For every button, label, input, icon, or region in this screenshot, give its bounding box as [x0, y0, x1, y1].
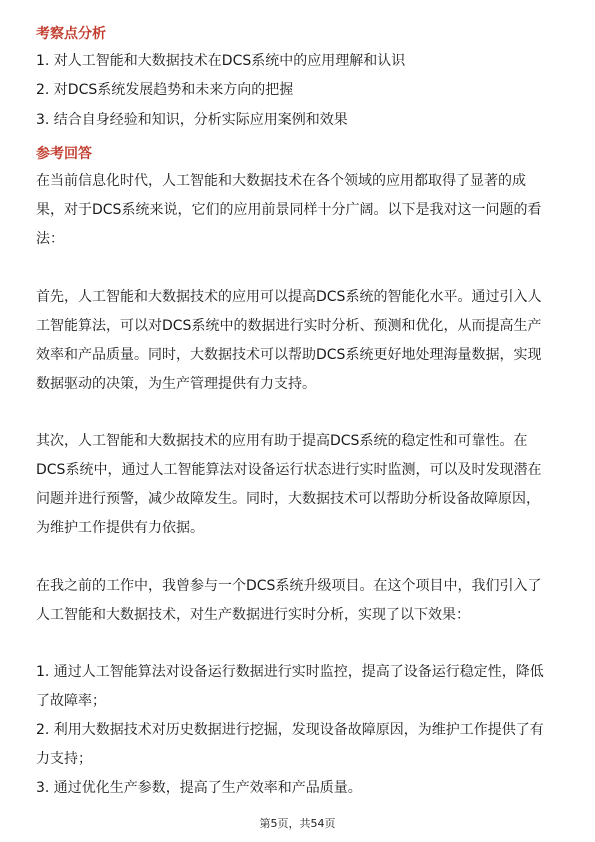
- answer-paragraph-line: 其次，人工智能和大数据技术的应用有助于提高DCS系统的稳定性和可靠性。在: [36, 433, 528, 449]
- analysis-item: 1. 对人工智能和大数据技术在DCS系统中的应用理解和认识: [36, 53, 406, 69]
- answer-paragraph-line: 效率和产品质量。同时，大数据技术可以帮助DCS系统更好地处理海量数据，实现: [36, 347, 542, 363]
- answer-paragraph-line: 果，对于DCS系统来说，它们的应用前景同样十分广阔。以下是我对这一问题的看: [36, 202, 542, 218]
- result-item-line: 力支持；: [36, 751, 92, 767]
- answer-paragraph-line: 为维护工作提供有力依据。: [36, 520, 204, 536]
- answer-heading: 参考回答: [36, 146, 92, 162]
- result-item-line: 了故障率；: [36, 693, 106, 709]
- answer-paragraph-line: 在当前信息化时代，人工智能和大数据技术在各个领域的应用都取得了显著的成: [36, 173, 526, 189]
- analysis-item: 2. 对DCS系统发展趋势和未来方向的把握: [36, 82, 294, 98]
- answer-paragraph-line: 法：: [36, 231, 64, 247]
- answer-paragraph-line: 首先，人工智能和大数据技术的应用可以提高DCS系统的智能化水平。通过引入人: [36, 289, 542, 305]
- analysis-heading: 考察点分析: [36, 26, 106, 42]
- result-item-line: 3. 通过优化生产参数，提高了生产效率和产品质量。: [36, 780, 362, 796]
- answer-paragraph-line: DCS系统中，通过人工智能算法对设备运行状态进行实时监测，可以及时发现潜在: [36, 462, 542, 478]
- page-number: 第5页，共54页: [259, 817, 336, 830]
- result-item-line: 2. 利用大数据技术对历史数据进行挖掘，发现设备故障原因，为维护工作提供了有: [36, 722, 544, 738]
- answer-paragraph-line: 工智能算法，可以对DCS系统中的数据进行实时分析、预测和优化，从而提高生产: [36, 318, 542, 334]
- answer-paragraph-line: 在我之前的工作中，我曾参与一个DCS系统升级项目。在这个项目中，我们引入了: [36, 578, 542, 594]
- result-item-line: 1. 通过人工智能算法对设备运行数据进行实时监控，提高了设备运行稳定性，降低: [36, 664, 544, 680]
- analysis-item: 3. 结合自身经验和知识，分析实际应用案例和效果: [36, 112, 348, 128]
- answer-paragraph-line: 问题并进行预警，减少故障发生。同时，大数据技术可以帮助分析设备故障原因，: [36, 491, 540, 507]
- answer-paragraph-line: 人工智能和大数据技术，对生产数据进行实时分析，实现了以下效果：: [36, 607, 470, 623]
- answer-paragraph-line: 数据驱动的决策，为生产管理提供有力支持。: [36, 376, 316, 392]
